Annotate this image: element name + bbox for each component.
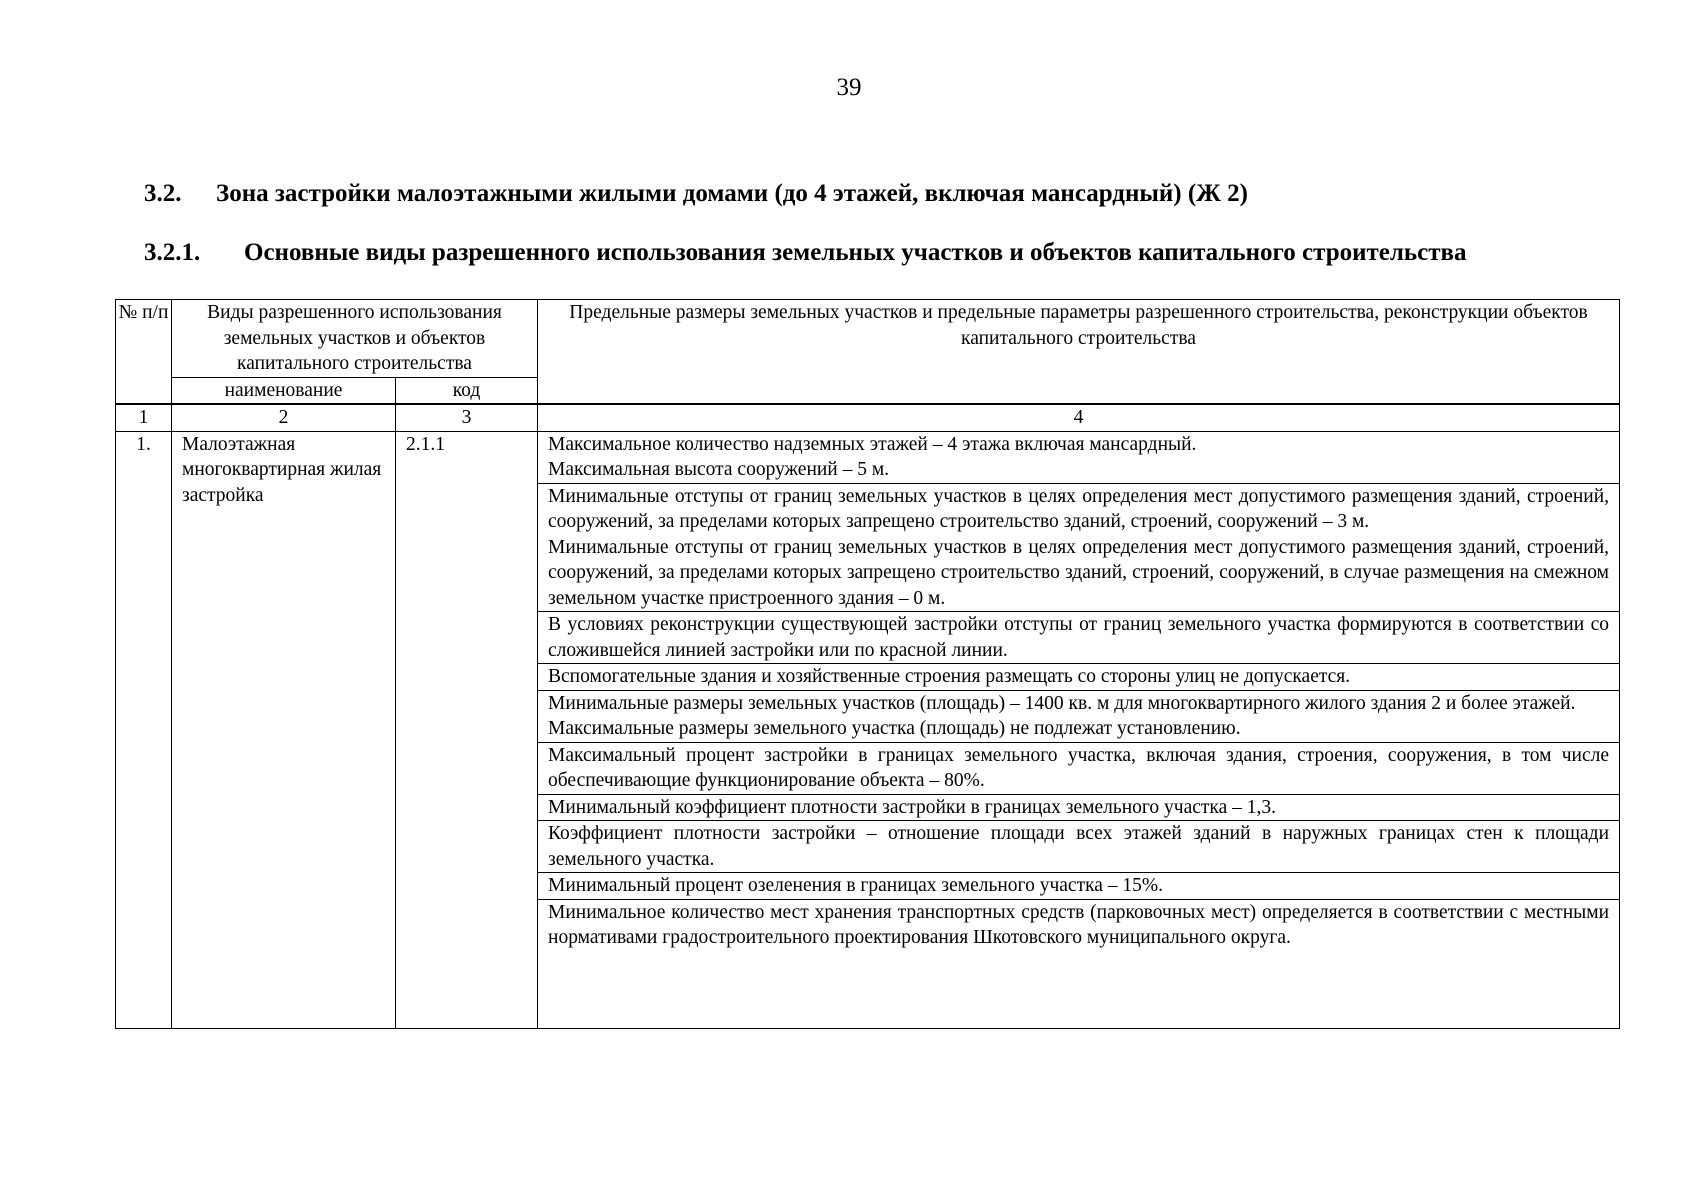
subsection-title: Основные виды разрешенного использования земельных участков и объектов капитального строительства	[244, 239, 1467, 266]
row-name: Малоэтажная многоквартирная жилая застройка	[172, 431, 396, 1028]
regulations-table	[115, 299, 1620, 1029]
param-cell	[538, 664, 1620, 691]
param-cell	[538, 742, 1620, 794]
param-cell	[538, 483, 1620, 612]
column-numbers-row	[116, 405, 1620, 432]
param-cell	[538, 690, 1620, 742]
page-number: 39	[836, 74, 862, 101]
param-cell	[538, 794, 1620, 821]
param-text: Максимальная высота сооружений – 5 м.	[548, 459, 890, 480]
row-code: 2.1.1	[396, 431, 538, 1028]
param-text: Минимальное количество мест хранения транспортных средств (парковочных мест) определяется в соответствии с местными нормативами градостроительного проектирования Шкотовского муниципального округа.	[548, 901, 1610, 948]
param-text: Вспомогательные здания и хозяйственные строения размещать со стороны улиц не допускается.	[548, 666, 1351, 687]
param-cell	[538, 821, 1620, 873]
param-text: Минимальные размеры земельных участков (площадь) – 1400 кв. м для многоквартирного жилого здания 2 и более этажей.	[548, 692, 1576, 714]
param-text: Минимальные отступы от границ земельных участков в целях определения мест допустимого размещения зданий, строений, сооружений, за пределами которых запрещено строительство зданий, строений, сооружений, в случае размещения на смежном земельном участке пристроенного здания – 0 м.	[548, 536, 1610, 609]
section-heading	[144, 180, 1248, 208]
param-cell	[538, 899, 1620, 1028]
param-text: Максимальный процент застройки в границах земельного участка, включая здания, строения, сооружения, в том числе обеспечивающие функционирование объекта – 80%.	[548, 744, 1610, 791]
col-number-3: 3	[396, 405, 538, 432]
row-number: 1.	[116, 431, 172, 1028]
param-text: Минимальный процент озеленения в границах земельного участка – 15%.	[548, 875, 1164, 896]
col-number-4: 4	[538, 405, 1620, 432]
col-number-1: 1	[116, 405, 172, 432]
param-text: В условиях реконструкции существующей застройки отступы от границ земельного участка формируются в соответствии со сложившейся линией застройки или по красной линии.	[548, 614, 1610, 661]
param-cell	[538, 612, 1620, 664]
header-col-code: код	[396, 377, 538, 404]
header-col-kinds: Виды разрешенного использования земельных участков и объектов капитального строительства	[172, 300, 538, 378]
header-col-no: № п/п	[116, 300, 172, 404]
table-row	[116, 431, 1620, 483]
table-header-row	[116, 300, 1620, 378]
header-col-name: наименование	[172, 377, 396, 404]
param-cell	[538, 873, 1620, 900]
header-col-params: Предельные размеры земельных участков и предельные параметры разрешенного строительства, реконструкции объектов капитального строительства	[538, 300, 1620, 404]
param-cell	[538, 431, 1620, 483]
param-text: Минимальные отступы от границ земельных участков в целях определения мест допустимого размещения зданий, строений, сооружений, за пределами которых запрещено строительство зданий, строений, сооружений – 3 м.	[548, 485, 1610, 532]
param-text: Максимальные размеры земельного участка (площадь) не подлежат установлению.	[548, 718, 1241, 739]
param-text: Максимальное количество надземных этажей – 4 этажа включая мансардный.	[548, 433, 1197, 455]
section-number: 3.2.	[144, 180, 182, 207]
param-text: Коэффициент плотности застройки – отношение площади всех этажей зданий в наружных границах стен к площади земельного участка.	[548, 823, 1610, 870]
section-title: Зона застройки малоэтажными жилыми домами (до 4 этажей, включая мансардный) (Ж 2)	[216, 180, 1248, 207]
subsection-number: 3.2.1.	[144, 239, 201, 266]
subsection-heading	[144, 237, 1618, 268]
col-number-2: 2	[172, 405, 396, 432]
param-text: Минимальный коэффициент плотности застройки в границах земельного участка – 1,3.	[548, 796, 1277, 818]
